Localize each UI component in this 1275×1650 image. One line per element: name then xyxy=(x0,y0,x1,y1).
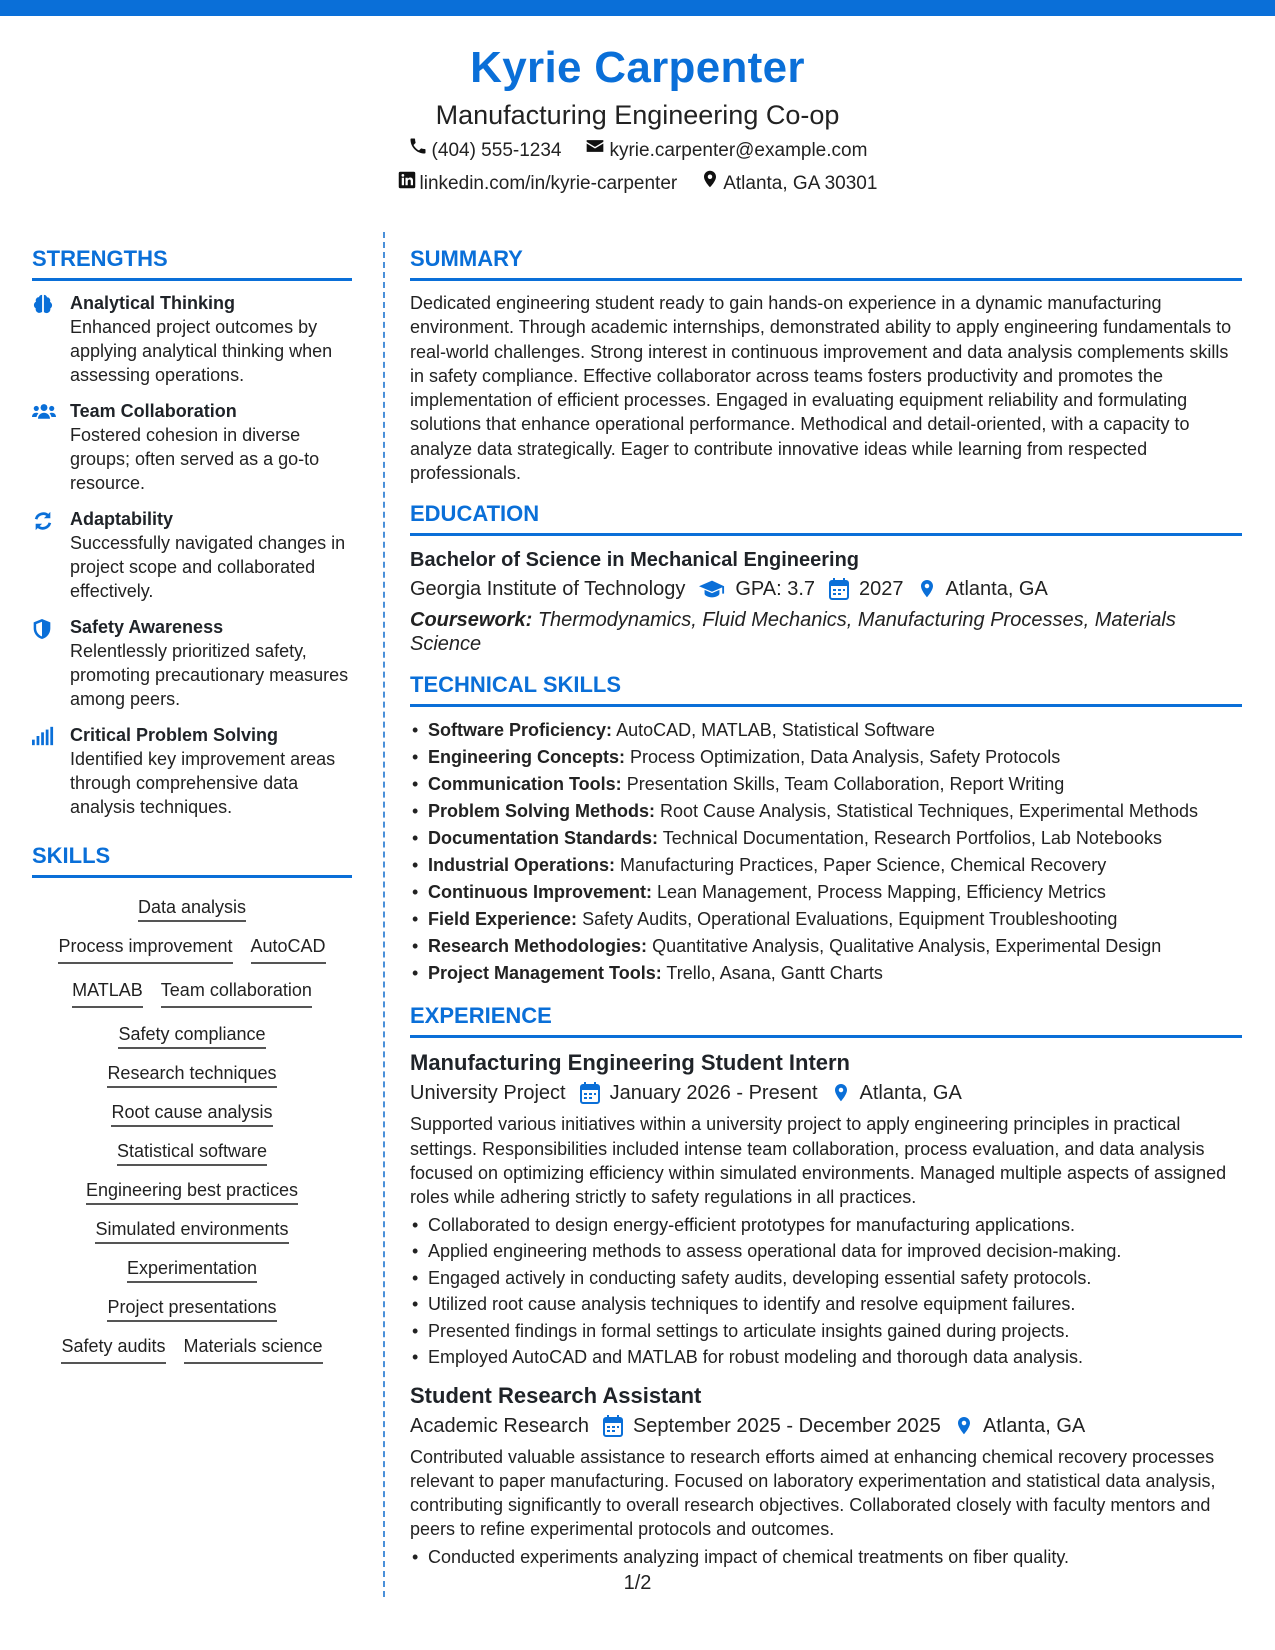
strength-item xyxy=(32,291,352,387)
coursework-text: Thermodynamics, Fluid Mechanics, Manufacturing Processes, Materials Science xyxy=(410,609,1176,656)
strength-title: Critical Problem Solving xyxy=(70,725,279,745)
tech-skill-value: Manufacturing Practices, Paper Science, Chemical Recovery xyxy=(620,855,1107,876)
job-bullet: • Conducted experiments analyzing impact of chemical treatments on fiber quality. xyxy=(410,1544,1242,1571)
signal-bars-icon xyxy=(32,723,56,819)
skill-chip: AutoCAD xyxy=(251,933,326,964)
gpa-text: GPA: 3.7 xyxy=(735,578,816,601)
tech-skill-label: Engineering Concepts: xyxy=(428,747,626,768)
job-dates: September 2025 - December 2025 xyxy=(632,1414,941,1437)
tech-skill-label: Research Methodologies: xyxy=(428,936,648,957)
tech-skill-value: Technical Documentation, Research Portfolios, Lab Notebooks xyxy=(662,828,1162,849)
tech-skill-item xyxy=(410,852,1242,879)
tech-skill-value: Quantitative Analysis, Qualitative Analysis, Experimental Design xyxy=(652,936,1162,957)
shield-icon xyxy=(32,615,56,711)
linkedin-icon xyxy=(398,170,416,198)
tech-skill-value: Process Optimization, Data Analysis, Safety Protocols xyxy=(630,747,1061,768)
location-item xyxy=(701,169,877,198)
skill-chip: Materials science xyxy=(184,1333,323,1364)
degree-title: Bachelor of Science in Mechanical Engineering xyxy=(410,549,860,572)
skill-row xyxy=(32,1060,352,1086)
skill-row xyxy=(32,1294,352,1320)
job-org: University Project xyxy=(410,1082,566,1105)
strength-item xyxy=(32,507,352,603)
phone-item xyxy=(408,136,562,165)
skill-chip: Research techniques xyxy=(107,1063,276,1088)
job-location: Atlanta, GA xyxy=(859,1082,962,1105)
tech-skill-item xyxy=(410,771,1242,798)
job-bullet: • Presented findings in formal settings to articulate insights gained during projects. xyxy=(410,1318,1242,1345)
job-meta xyxy=(410,1411,1242,1441)
tech-skill-label: Project Management Tools: xyxy=(428,963,662,984)
calendar-icon xyxy=(580,1082,600,1104)
coursework-label: Coursework: xyxy=(410,609,533,632)
strength-desc: Relentlessly prioritized safety, promoting precautionary measures among peers. xyxy=(70,641,349,709)
summary-heading: SUMMARY xyxy=(410,244,1242,281)
education-heading: EDUCATION xyxy=(410,499,1242,536)
job-bullet: • Utilized root cause analysis techniques to identify and resolve equipment failures. xyxy=(410,1291,1242,1318)
strength-desc: Enhanced project outcomes by applying analytical thinking when assessing operations. xyxy=(70,317,333,385)
skill-chip: Process improvement xyxy=(58,933,232,964)
map-pin-icon xyxy=(701,169,719,198)
skill-chip: MATLAB xyxy=(72,977,143,1008)
job-description: Supported various initiatives within a university project to apply engineering principles in practical settings. Responsibilities included intense team collaboration, process evaluation, and data analysis focused on optimizing efficiency within simulated environments. Managed multiple aspects of assigned roles while adhering strictly to safety regulations in all practices. xyxy=(410,1114,1227,1208)
strength-desc: Fostered cohesion in diverse groups; often served as a go-to resource. xyxy=(70,425,320,493)
tech-skill-label: Documentation Standards: xyxy=(428,828,659,849)
tech-skill-item xyxy=(410,825,1242,852)
map-pin-icon xyxy=(832,1082,850,1104)
location-text: Atlanta, GA 30301 xyxy=(723,172,878,194)
job-bullet: • Engaged actively in conducting safety audits, developing essential safety protocols. xyxy=(410,1265,1242,1292)
strength-item xyxy=(32,615,352,711)
strength-title: Analytical Thinking xyxy=(70,293,236,313)
candidate-name: Kyrie Carpenter xyxy=(470,43,805,92)
tech-skill-value: Presentation Skills, Team Collaboration, Report Writing xyxy=(626,774,1065,795)
job-location: Atlanta, GA xyxy=(982,1414,1086,1437)
left-column xyxy=(32,244,352,1364)
phone-icon xyxy=(408,136,428,165)
school-name: Georgia Institute of Technology xyxy=(410,578,686,601)
skill-chip: Team collaboration xyxy=(161,977,312,1008)
strengths-heading: STRENGTHS xyxy=(32,244,352,281)
job-bullet: • Applied engineering methods to assess operational data for improved decision-making. xyxy=(410,1238,1242,1265)
skill-row xyxy=(32,894,352,920)
calendar-icon xyxy=(829,578,849,600)
school-location: Atlanta, GA xyxy=(945,578,1048,601)
tech-skill-item xyxy=(410,798,1242,825)
job-title: Student Research Assistant xyxy=(410,1382,702,1408)
graduation-cap-icon xyxy=(699,579,725,599)
job-meta xyxy=(410,1078,1242,1108)
page-number: 1/2 xyxy=(623,1572,652,1594)
skill-chip: Safety audits xyxy=(61,1333,165,1364)
contact-row-1 xyxy=(0,136,1275,165)
strength-title: Adaptability xyxy=(70,509,174,529)
sync-icon xyxy=(32,507,56,603)
job-dates: January 2026 - Present xyxy=(609,1082,818,1105)
job-bullet: • Employed AutoCAD and MATLAB for robust modeling and thorough data analysis. xyxy=(410,1344,1242,1371)
experience-heading: EXPERIENCE xyxy=(410,1001,1242,1038)
strength-title: Team Collaboration xyxy=(70,401,237,421)
linkedin-text[interactable]: linkedin.com/in/kyrie-carpenter xyxy=(419,172,678,194)
tech-skill-item xyxy=(410,717,1242,744)
tech-skill-label: Industrial Operations: xyxy=(428,855,616,876)
skill-chip: Simulated environments xyxy=(95,1219,288,1244)
tech-skill-item xyxy=(410,906,1242,933)
skill-row xyxy=(32,1177,352,1203)
linkedin-item xyxy=(398,169,678,198)
education-meta xyxy=(410,574,1242,604)
skill-chip: Statistical software xyxy=(117,1141,267,1166)
tech-skill-label: Problem Solving Methods: xyxy=(428,801,656,822)
skill-chip: Experimentation xyxy=(127,1258,257,1283)
skill-chip: Engineering best practices xyxy=(86,1180,298,1205)
skill-row xyxy=(32,1099,352,1125)
job-description: Contributed valuable assistance to research efforts aimed at enhancing chemical recovery processes relevant to paper manufacturing. Focused on laboratory experimentation and statistical data analysis, contributing significantly to overall research objectives. Collaborated closely with faculty mentors and peers to refine experimental protocols and outcomes. xyxy=(410,1446,1216,1540)
skill-chip: Root cause analysis xyxy=(111,1102,272,1127)
graduation-year: 2027 xyxy=(859,578,904,601)
tech-skill-item xyxy=(410,960,1242,987)
tech-skill-value: Trello, Asana, Gantt Charts xyxy=(666,963,883,984)
contact-row-2 xyxy=(0,169,1275,198)
job-entry xyxy=(410,1381,1242,1571)
email-item xyxy=(585,136,867,165)
coursework xyxy=(410,608,1242,656)
strength-item xyxy=(32,723,352,819)
tech-skill-item xyxy=(410,879,1242,906)
candidate-headline: Manufacturing Engineering Co-op xyxy=(435,100,840,130)
calendar-icon xyxy=(603,1415,623,1437)
phone-text[interactable]: (404) 555-1234 xyxy=(431,139,562,161)
tech-skill-value: Root Cause Analysis, Statistical Techniques, Experimental Methods xyxy=(660,801,1198,822)
summary-text: Dedicated engineering student ready to gain hands-on experience in a dynamic manufacturing environment. Through academic internships, demonstrated ability to apply engineering fundamentals to real-world challenges. Strong interest in continuous improvement and data analysis complements skills in safety compliance. Effective collaborator across teams fosters productivity and promotes the implementation of efficient processes. Engaged in evaluating equipment reliability and formulating solutions that enhance operational performance. Methodical and detail-oriented, with a capacity to analyze data strategically. Eager to contribute innovative ideas while learning from respected professionals. xyxy=(410,293,1232,484)
strength-item xyxy=(32,399,352,495)
skill-row xyxy=(32,1216,352,1242)
email-text[interactable]: kyrie.carpenter@example.com xyxy=(609,139,868,161)
skill-chip: Data analysis xyxy=(138,897,246,922)
tech-skill-label: Communication Tools: xyxy=(428,774,622,795)
job-bullet: • Collaborated to design energy-efficient prototypes for manufacturing applications. xyxy=(410,1212,1242,1239)
skill-chip: Safety compliance xyxy=(118,1024,265,1049)
map-pin-icon xyxy=(955,1415,973,1437)
skill-row xyxy=(32,1021,352,1047)
job-entry xyxy=(410,1048,1242,1370)
skill-row xyxy=(32,1138,352,1164)
right-column xyxy=(410,244,1242,1580)
users-icon xyxy=(32,399,56,495)
job-title: Manufacturing Engineering Student Intern xyxy=(410,1050,850,1076)
technical-skills-list xyxy=(410,717,1242,987)
skills-list xyxy=(32,888,352,1364)
strength-title: Safety Awareness xyxy=(70,617,224,637)
tech-skill-label: Continuous Improvement: xyxy=(428,882,652,903)
job-bullets xyxy=(410,1544,1242,1571)
tech-skill-item xyxy=(410,744,1242,771)
column-divider xyxy=(383,232,385,1597)
skills-heading: SKILLS xyxy=(32,841,352,878)
brain-icon xyxy=(32,291,56,387)
strength-desc: Successfully navigated changes in project scope and collaborated effectively. xyxy=(70,533,346,601)
top-accent-bar xyxy=(0,0,1275,16)
strength-desc: Identified key improvement areas through comprehensive data analysis techniques. xyxy=(70,749,336,817)
skill-row xyxy=(32,1255,352,1281)
envelope-icon xyxy=(585,136,605,165)
tech-skill-value: AutoCAD, MATLAB, Statistical Software xyxy=(616,720,935,741)
tech-skill-value: Lean Management, Process Mapping, Efficiency Metrics xyxy=(657,882,1106,903)
tech-skill-label: Field Experience: xyxy=(428,909,578,930)
job-org: Academic Research xyxy=(410,1414,589,1437)
technical-skills-heading: TECHNICAL SKILLS xyxy=(410,670,1242,707)
tech-skill-item xyxy=(410,933,1242,960)
resume-header xyxy=(0,40,1275,198)
tech-skill-label: Software Proficiency: xyxy=(428,720,613,741)
job-bullets xyxy=(410,1212,1242,1371)
map-pin-icon xyxy=(918,578,936,600)
tech-skill-value: Safety Audits, Operational Evaluations, Equipment Troubleshooting xyxy=(582,909,1118,930)
skill-chip: Project presentations xyxy=(107,1297,276,1322)
